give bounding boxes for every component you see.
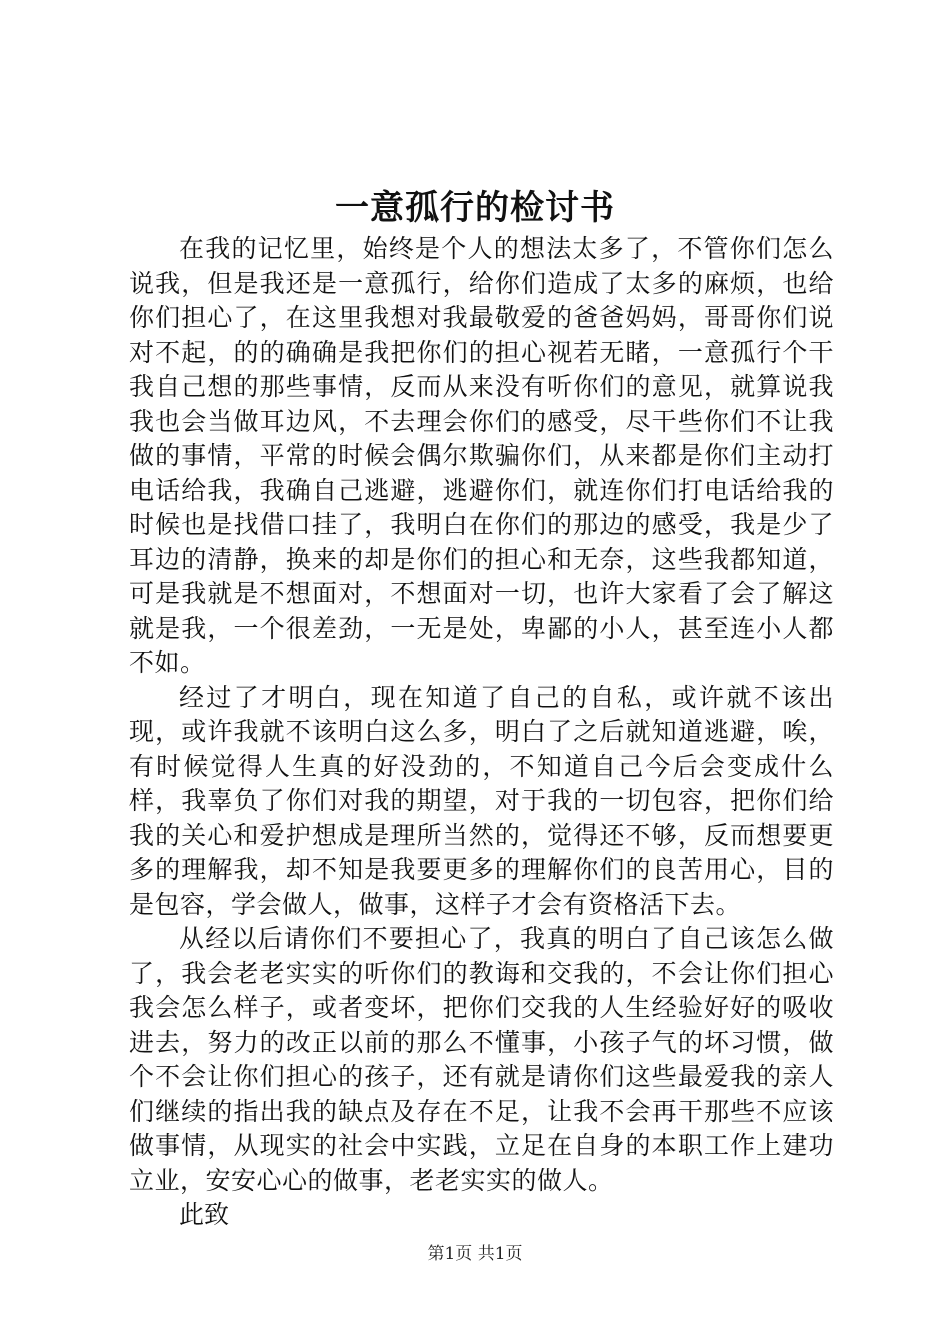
paragraph-3: 从经以后请你们不要担心了，我真的明白了自己该怎么做了，我会老老实实的听你们的教诲和交我的，不会让你们担心我会怎么样子，或者变坏，把你们交我的人生经验好好的吸收进去，努力的改正以前的那么不懂事，小孩子气的坏习惯，做个不会让你们担心的孩子，还有就是请你们这些最爱我的亲人们继续的指出我的缺点及存在不足，让我不会再干那些不应该做事情，从现实的社会中实践，立足在自身的本职工作上建功立业，安安心心的做事，老老实实的做人。 — [129, 924, 834, 1195]
paragraph-1: 在我的记忆里，始终是个人的想法太多了，不管你们怎么说我，但是我还是一意孤行，给你们造成了太多的麻烦，也给你们担心了，在这里我想对我最敬爱的爸爸妈妈，哥哥你们说对不起，的的确确是我把你们的担心视若无睹，一意孤行个干我自己想的那些事情，反而从来没有听你们的意见，就算说我我也会当做耳边风，不去理会你们的感受，尽干些你们不让我做的事情，平常的时候会偶尔欺骗你们，从来都是你们主动打电话给我，我确自己逃避，逃避你们，就连你们打电话给我的时候也是找借口挂了，我明白在你们的那边的感受，我是少了耳边的清静，换来的却是你们的担心和无奈，这些我都知道，可是我就是不想面对，不想面对一切，也许大家看了会了解这就是我，一个很差劲，一无是处，卑鄙的小人，甚至连小人都不如。 — [129, 234, 834, 677]
page-number-footer: 第1页 共1页 — [427, 1244, 523, 1264]
document-body — [129, 232, 834, 1233]
paragraph-2: 经过了才明白，现在知道了自己的自私，或许就不该出现，或许我就不该明白这么多，明白了之后就知道逃避，唉，有时候觉得人生真的好没劲的，不知道自己今后会变成什么样，我辜负了你们对我的期望，对于我的一切包容，把你们给我的关心和爱护想成是理所当然的，觉得还不够，反而想要更多的理解我，却不知是我要更多的理解你们的良苦用心，目的是包容，学会做人，做事，这样子才会有资格活下去。 — [129, 682, 834, 919]
document-title: 一意孤行的检讨书 — [335, 188, 615, 228]
closing-salutation: 此致 — [179, 1200, 230, 1229]
